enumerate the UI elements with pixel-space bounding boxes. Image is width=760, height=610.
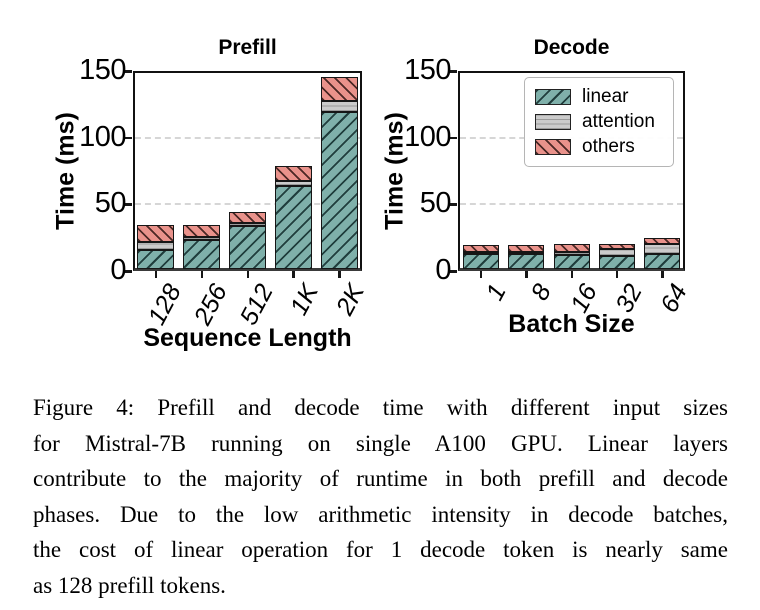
bar-segment-attention — [599, 249, 635, 256]
bar-segment-others — [463, 245, 499, 252]
bar-segment-attention — [463, 252, 499, 254]
bar-segment-linear — [644, 254, 680, 269]
attention-swatch-icon — [535, 114, 571, 130]
bar-segment-others — [275, 166, 312, 181]
y-tick-label: 0 — [110, 254, 126, 286]
chart-title: Decode — [533, 36, 610, 59]
caption-line: as 128 prefill tokens. — [33, 572, 226, 598]
bar-segment-attention — [275, 181, 312, 186]
x-tick-label: 2K — [330, 279, 370, 320]
bar-segment-linear — [137, 250, 174, 269]
bar-segment-others — [229, 212, 266, 223]
gridline — [460, 203, 683, 205]
bar-segment-linear — [229, 226, 266, 269]
x-tick — [480, 271, 483, 278]
bar-segment-linear — [554, 255, 590, 269]
x-tick — [155, 271, 158, 278]
bar-segment-attention — [321, 101, 358, 112]
y-tick-label: 100 — [404, 120, 451, 153]
x-tick — [616, 271, 619, 278]
bar-segment-linear — [599, 256, 635, 269]
legend-item-linear — [535, 86, 663, 108]
others-swatch-icon — [535, 139, 571, 155]
caption-line: the cost of linear operation for 1 decode token is nearly same — [33, 537, 728, 563]
bar-segment-attention — [554, 252, 590, 255]
x-tick — [338, 271, 341, 278]
y-tick-label: 50 — [94, 187, 126, 220]
bar-segment-attention — [644, 244, 680, 254]
bar-segment-linear — [183, 240, 220, 269]
y-axis-label: Time (ms) — [51, 112, 80, 230]
x-tick-label: 32 — [609, 279, 648, 318]
chart-title: Prefill — [218, 36, 277, 59]
legend-label: others — [582, 136, 635, 158]
legend-item-attention — [535, 111, 663, 133]
x-tick-label: 8 — [525, 279, 557, 305]
y-tick-label: 50 — [419, 187, 451, 220]
figure-caption — [33, 390, 728, 604]
linear-swatch-icon — [535, 89, 571, 105]
x-tick — [201, 271, 204, 278]
bar-segment-others — [554, 244, 590, 251]
x-tick-label: 256 — [188, 279, 233, 330]
x-tick — [247, 271, 250, 278]
bar-segment-others — [183, 225, 220, 237]
bar-segment-linear — [321, 112, 358, 269]
y-tick-label: 150 — [79, 54, 126, 86]
y-tick-label: 150 — [404, 54, 451, 86]
bar-segment-linear — [508, 254, 544, 269]
x-tick-label: 16 — [564, 279, 603, 318]
x-tick — [571, 271, 574, 278]
bar-segment-attention — [183, 237, 220, 240]
x-tick-label: 128 — [142, 279, 187, 330]
x-axis-label: Sequence Length — [143, 324, 352, 352]
x-tick-label: 1 — [480, 279, 512, 305]
bar-segment-others — [644, 238, 680, 244]
bar-segment-others — [321, 77, 358, 101]
bar-segment-linear — [275, 186, 312, 269]
y-tick-label: 100 — [79, 120, 126, 153]
x-tick-label: 512 — [234, 279, 279, 330]
x-tick-label: 1K — [285, 279, 325, 320]
x-tick — [292, 271, 295, 278]
legend-item-others — [535, 136, 663, 158]
x-tick — [525, 271, 528, 278]
bar-segment-attention — [508, 252, 544, 255]
y-tick-label: 0 — [435, 254, 451, 286]
x-tick — [661, 271, 664, 278]
caption-line: Figure 4: Prefill and decode time with different input sizes — [33, 395, 728, 420]
bar-segment-others — [137, 225, 174, 242]
bar-segment-linear — [463, 254, 499, 269]
bar-segment-attention — [229, 223, 266, 226]
y-axis-label: Time (ms) — [380, 112, 409, 230]
legend-label: attention — [582, 110, 655, 132]
x-tick-label: 64 — [655, 279, 694, 318]
caption-line: for Mistral-7B running on single A100 GPU. Linear layers — [33, 430, 728, 456]
caption-line: contribute to the majority of runtime in both prefill and decode — [33, 466, 728, 492]
legend — [524, 77, 674, 167]
bar-segment-attention — [137, 242, 174, 250]
caption-line: phases. Due to the low arithmetic intensity in decode batches, — [33, 501, 728, 527]
legend-label: linear — [582, 85, 629, 107]
x-axis-label: Batch Size — [508, 310, 635, 338]
bar-segment-others — [599, 244, 635, 249]
bar-segment-others — [508, 245, 544, 252]
